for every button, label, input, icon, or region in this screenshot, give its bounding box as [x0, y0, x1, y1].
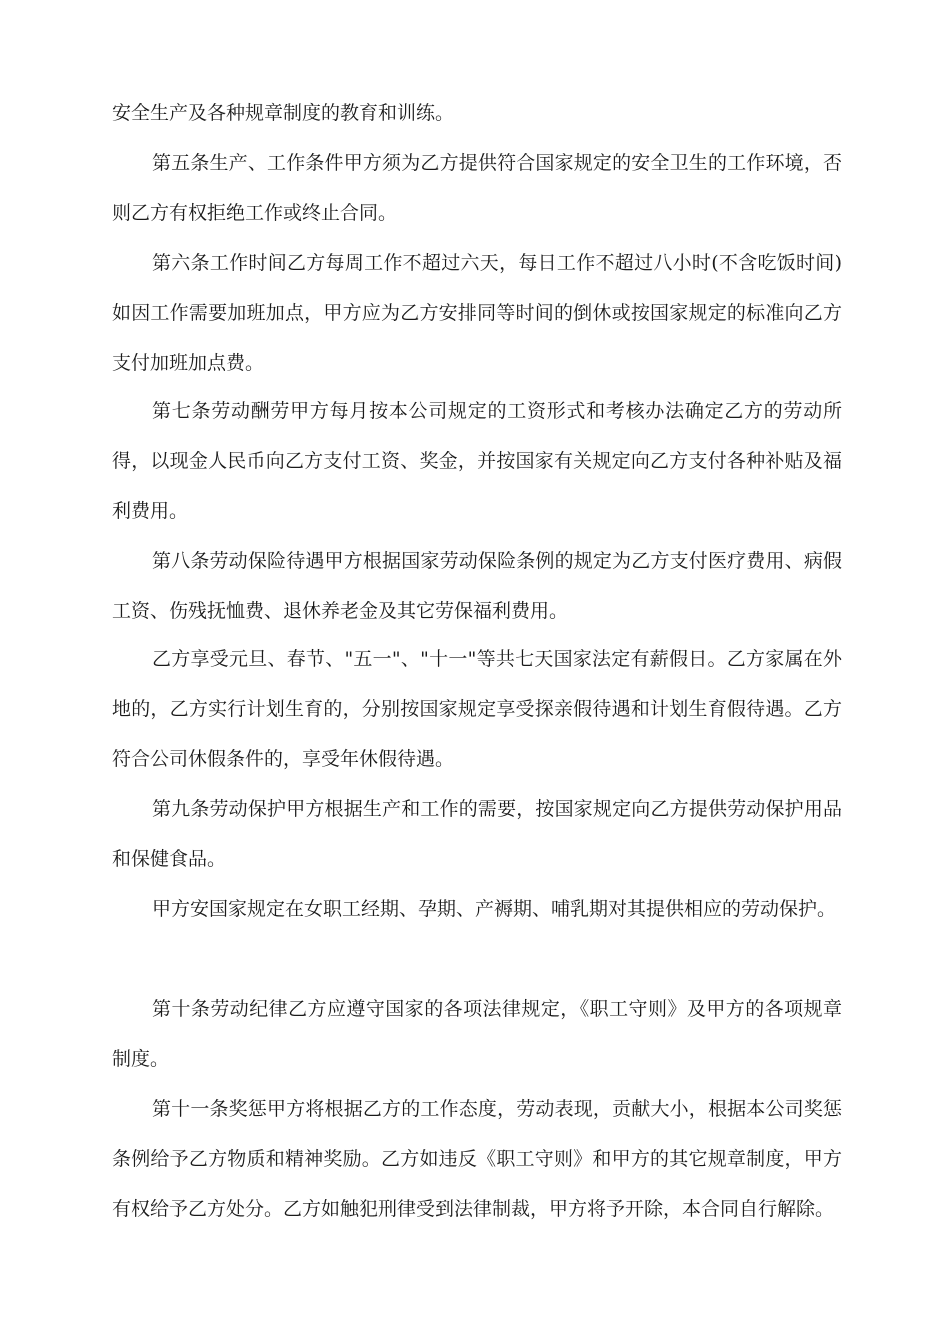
- paragraph-holidays: 乙方享受元旦、春节、"五一"、"十一"等共七天国家法定有薪假日。乙方家属在外地的，乙方实行计划生育的，分别按国家规定享受探亲假待遇和计划生育假待遇。乙方符合公司休假条件的，享受年休假待遇。: [112, 648, 842, 770]
- paragraph-article-8: 第八条劳动保险待遇甲方根据国家劳动保险条例的规定为乙方支付医疗费用、病假工资、伤残抚恤费、退休养老金及其它劳保福利费用。: [112, 550, 842, 622]
- paragraph-article-6: 第六条工作时间乙方每周工作不超过六天，每日工作不超过八小时(不含吃饭时间)如因工作需要加班加点，甲方应为乙方安排同等时间的倒休或按国家规定的标准向乙方支付加班加点费。: [112, 252, 842, 374]
- paragraph-female-protection: 甲方安国家规定在女职工经期、孕期、产褥期、哺乳期对其提供相应的劳动保护。: [152, 898, 837, 920]
- paragraph-article-10: 第十条劳动纪律乙方应遵守国家的各项法律规定，《职工守则》及甲方的各项规章制度。: [112, 998, 842, 1070]
- paragraph-article-5: 第五条生产、工作条件甲方须为乙方提供符合国家规定的安全卫生的工作环境，否则乙方有权拒绝工作或终止合同。: [112, 152, 842, 224]
- paragraph-article-7: 第七条劳动酬劳甲方每月按本公司规定的工资形式和考核办法确定乙方的劳动所得，以现金人民币向乙方支付工资、奖金，并按国家有关规定向乙方支付各种补贴及福利费用。: [112, 400, 842, 522]
- paragraph-article-9: 第九条劳动保护甲方根据生产和工作的需要，按国家规定向乙方提供劳动保护用品和保健食品。: [112, 798, 842, 870]
- paragraph-continuation: 安全生产及各种规章制度的教育和训练。: [112, 102, 455, 124]
- paragraph-article-11: 第十一条奖惩甲方将根据乙方的工作态度，劳动表现，贡献大小，根据本公司奖惩条例给予乙方物质和精神奖励。乙方如违反《职工守则》和甲方的其它规章制度，甲方有权给予乙方处分。乙方如触犯刑律受到法律制裁，甲方将予开除，本合同自行解除。: [112, 1098, 842, 1220]
